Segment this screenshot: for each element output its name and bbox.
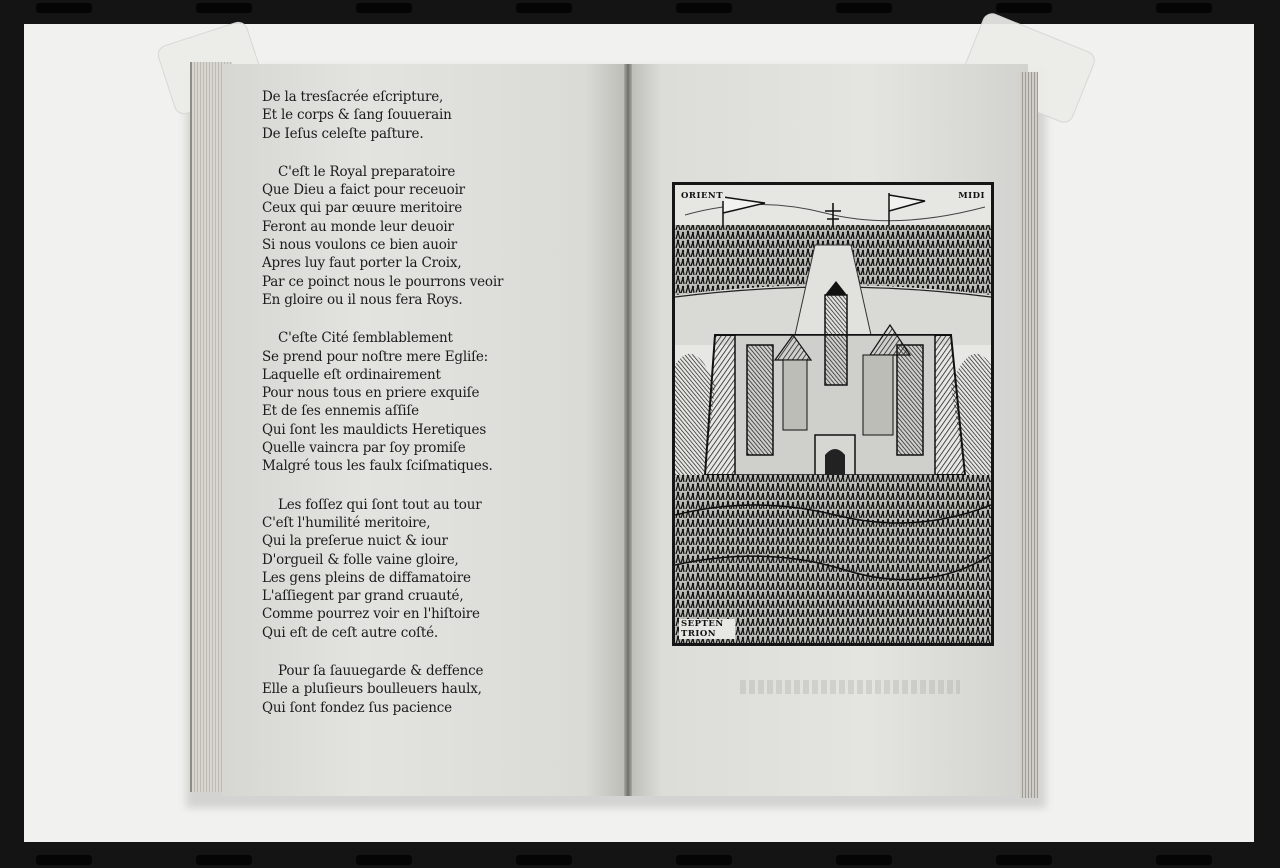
poem-line: Feront au monde leur deuoir [262, 218, 454, 235]
poem-line: Et de ſes ennemis aſſiſe [262, 403, 419, 420]
show-through-text [740, 680, 960, 694]
stanza [262, 329, 532, 475]
poem-line: De la tresſacrée eſcripture, [262, 89, 444, 105]
besieged-city-engraving [675, 185, 991, 643]
poem-line: Apres luy faut porter la Croix, [262, 255, 462, 272]
poem-line: Les gens pleins de diffamatoire [262, 569, 471, 586]
poem-line: Comme pourrez voir en l'hiſtoire [262, 606, 480, 623]
sprocket-holes-top [0, 0, 1280, 16]
poem-line: Ceux qui par œuure meritoire [262, 200, 463, 217]
sprocket-hole [996, 3, 1052, 13]
poem-line: Laquelle eſt ordinairement [262, 366, 441, 383]
right-page-edges [1020, 72, 1038, 798]
sprocket-hole [516, 3, 572, 13]
sprocket-hole [196, 855, 252, 865]
label-midi: MIDI [958, 191, 985, 201]
sprocket-hole [516, 855, 572, 865]
sprocket-hole [676, 855, 732, 865]
poem-line: C'eſte Cité ſemblablement [278, 330, 453, 347]
sprocket-holes-bottom [0, 852, 1280, 868]
poem-line: En gloire ou il nous fera Roys. [262, 291, 463, 308]
stanza [262, 88, 532, 143]
poem-line: Qui ſont fondez ſus pacience [262, 699, 452, 716]
poem-line: De Ieſus celeſte paſture. [262, 125, 424, 142]
stanza [262, 163, 532, 309]
sprocket-hole [36, 3, 92, 13]
sprocket-hole [356, 3, 412, 13]
poem-line: D'orgueil & folle vaine gloire, [262, 551, 459, 568]
poem-line: Les foſſez qui ſont tout au tour [278, 496, 482, 513]
poem-line: Par ce poinct nous le pourrons veoir [262, 273, 504, 290]
stanza [262, 662, 532, 717]
sprocket-hole [196, 3, 252, 13]
poem-line: Et le corps & ſang ſouuerain [262, 107, 452, 124]
poem-line: Pour nous tous en priere exquiſe [262, 385, 480, 402]
sprocket-hole [356, 855, 412, 865]
poem-line: Pour ſa ſauuegarde & deffence [278, 663, 484, 680]
stanza [262, 496, 532, 642]
poem-line: Malgré tous les faulx ſciſmatiques. [262, 458, 493, 475]
sprocket-hole [836, 855, 892, 865]
sprocket-hole [676, 3, 732, 13]
poem-line: Qui la preſerue nuict & iour [262, 533, 448, 550]
poem-line: L'aſſiegent par grand cruauté, [262, 588, 464, 605]
poem-text [262, 88, 532, 737]
sprocket-hole [836, 3, 892, 13]
label-orient: ORIENT [681, 191, 724, 201]
poem-line: Elle a pluſieurs boulleuers haulx, [262, 681, 482, 698]
sprocket-hole [996, 855, 1052, 865]
poem-line: Si nous voulons ce bien auoir [262, 237, 458, 254]
sprocket-hole [1156, 855, 1212, 865]
poem-line: Se prend pour noſtre mere Egliſe: [262, 348, 489, 365]
book-gutter [624, 64, 632, 796]
poem-line: C'eſt l'humilité meritoire, [262, 514, 431, 531]
label-septentrion: SEPTEN TRION [679, 619, 735, 639]
poem-line: Qui ſont les mauldicts Heretiques [262, 421, 487, 438]
poem-line: Quelle vaincra par ſoy promiſe [262, 440, 466, 457]
sprocket-hole [36, 855, 92, 865]
poem-line: Que Dieu a faict pour receuoir [262, 182, 465, 199]
woodcut-illustration [672, 182, 994, 646]
sprocket-hole [1156, 3, 1212, 13]
poem-line: C'eſt le Royal preparatoire [278, 163, 456, 180]
poem-line: Qui eſt de ceſt autre coſté. [262, 624, 438, 641]
